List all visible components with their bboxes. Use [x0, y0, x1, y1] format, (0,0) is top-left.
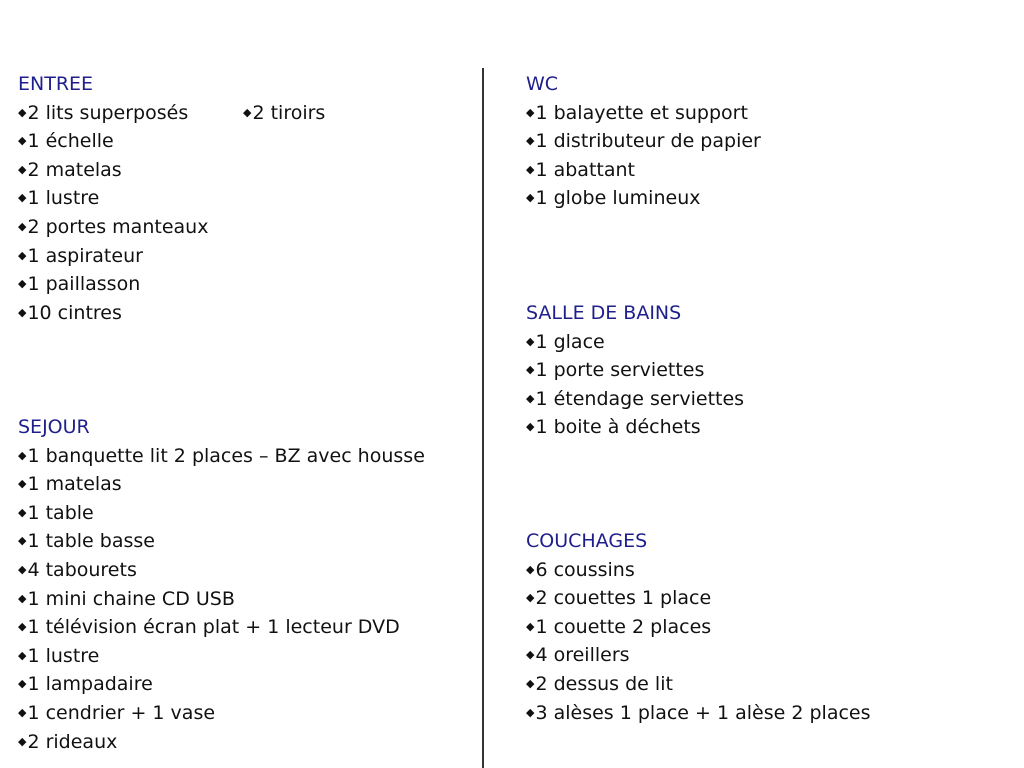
diamond-bullet-icon: ◆	[526, 105, 535, 119]
list-item: ◆1 cendrier + 1 vase	[18, 699, 425, 728]
list-item: ◆1 lustre	[18, 642, 425, 671]
section-wc	[526, 70, 761, 213]
list-item: ◆1 porte serviettes	[526, 356, 744, 385]
list-item: ◆6 coussins	[526, 556, 871, 585]
list-item: ◆3 alèses 1 place + 1 alèse 2 places	[526, 699, 871, 728]
list-item: ◆1 table	[18, 499, 425, 528]
diamond-bullet-icon: ◆	[18, 505, 27, 519]
diamond-bullet-icon: ◆	[526, 562, 535, 576]
list-item: ◆2 matelas	[18, 156, 208, 185]
list-item: ◆1 abattant	[526, 156, 761, 185]
list-item: ◆1 balayette et support	[526, 99, 761, 128]
diamond-bullet-icon: ◆	[526, 334, 535, 348]
diamond-bullet-icon: ◆	[18, 562, 27, 576]
diamond-bullet-icon: ◆	[18, 477, 27, 491]
list-item: ◆1 télévision écran plat + 1 lecteur DVD	[18, 613, 425, 642]
section-title-wc: WC	[526, 73, 559, 95]
list-item: ◆2 dessus de lit	[526, 670, 871, 699]
diamond-bullet-icon: ◆	[18, 534, 27, 548]
section-title-couchages: COUCHAGES	[526, 530, 648, 552]
list-item: ◆1 distributeur de papier	[526, 127, 761, 156]
diamond-bullet-icon: ◆	[526, 134, 535, 148]
diamond-bullet-icon: ◆	[526, 420, 535, 434]
diamond-bullet-icon: ◆	[243, 105, 252, 119]
diamond-bullet-icon: ◆	[18, 219, 27, 233]
diamond-bullet-icon: ◆	[18, 305, 27, 319]
list-item: ◆1 lampadaire	[18, 670, 425, 699]
list-item: ◆1 mini chaine CD USB	[18, 585, 425, 614]
list-item-extra: ◆2 tiroirs	[243, 99, 325, 128]
list-item: ◆2 couettes 1 place	[526, 584, 871, 613]
diamond-bullet-icon: ◆	[18, 105, 27, 119]
diamond-bullet-icon: ◆	[18, 705, 27, 719]
diamond-bullet-icon: ◆	[18, 277, 27, 291]
list-item: ◆1 table basse	[18, 527, 425, 556]
diamond-bullet-icon: ◆	[526, 162, 535, 176]
diamond-bullet-icon: ◆	[18, 134, 27, 148]
section-couchages	[526, 527, 871, 727]
diamond-bullet-icon: ◆	[18, 648, 27, 662]
section-title-salle-de-bains: SALLE DE BAINS	[526, 302, 682, 324]
section-title-entree: ENTREE	[18, 73, 94, 95]
list-item: ◆1 lustre	[18, 184, 208, 213]
list-item: ◆1 matelas	[18, 470, 425, 499]
list-item: ◆1 glace	[526, 328, 744, 357]
list-item: ◆4 tabourets	[18, 556, 425, 585]
list-item: ◆1 paillasson	[18, 270, 208, 299]
list-item: ◆1 banquette lit 2 places – BZ avec housse	[18, 442, 425, 471]
section-salle-de-bains	[526, 299, 744, 442]
list-item: ◆1 échelle	[18, 127, 208, 156]
list-item: ◆2 lits superposés ◆2 tiroirs	[18, 99, 208, 128]
list-item: ◆1 étendage serviettes	[526, 385, 744, 414]
diamond-bullet-icon: ◆	[526, 705, 535, 719]
section-entree	[18, 70, 326, 327]
list-item: ◆1 globe lumineux	[526, 184, 761, 213]
diamond-bullet-icon: ◆	[18, 448, 27, 462]
diamond-bullet-icon: ◆	[526, 648, 535, 662]
list-item: ◆1 couette 2 places	[526, 613, 871, 642]
diamond-bullet-icon: ◆	[18, 620, 27, 634]
diamond-bullet-icon: ◆	[18, 591, 27, 605]
diamond-bullet-icon: ◆	[18, 734, 27, 748]
column-divider	[482, 68, 484, 768]
diamond-bullet-icon: ◆	[526, 591, 535, 605]
diamond-bullet-icon: ◆	[526, 676, 535, 690]
diamond-bullet-icon: ◆	[18, 248, 27, 262]
list-item: ◆1 aspirateur	[18, 242, 208, 271]
diamond-bullet-icon: ◆	[526, 363, 535, 377]
list-item: ◆1 boite à déchets	[526, 413, 744, 442]
diamond-bullet-icon: ◆	[18, 162, 27, 176]
diamond-bullet-icon: ◆	[526, 191, 535, 205]
diamond-bullet-icon: ◆	[18, 191, 27, 205]
diamond-bullet-icon: ◆	[526, 391, 535, 405]
list-item: ◆4 oreillers	[526, 641, 871, 670]
section-title-sejour: SEJOUR	[18, 416, 90, 438]
diamond-bullet-icon: ◆	[526, 619, 535, 633]
section-sejour	[18, 413, 425, 756]
list-item: ◆2 portes manteaux	[18, 213, 208, 242]
list-item: ◆10 cintres	[18, 299, 208, 328]
list-item: ◆2 rideaux	[18, 728, 425, 757]
diamond-bullet-icon: ◆	[18, 677, 27, 691]
